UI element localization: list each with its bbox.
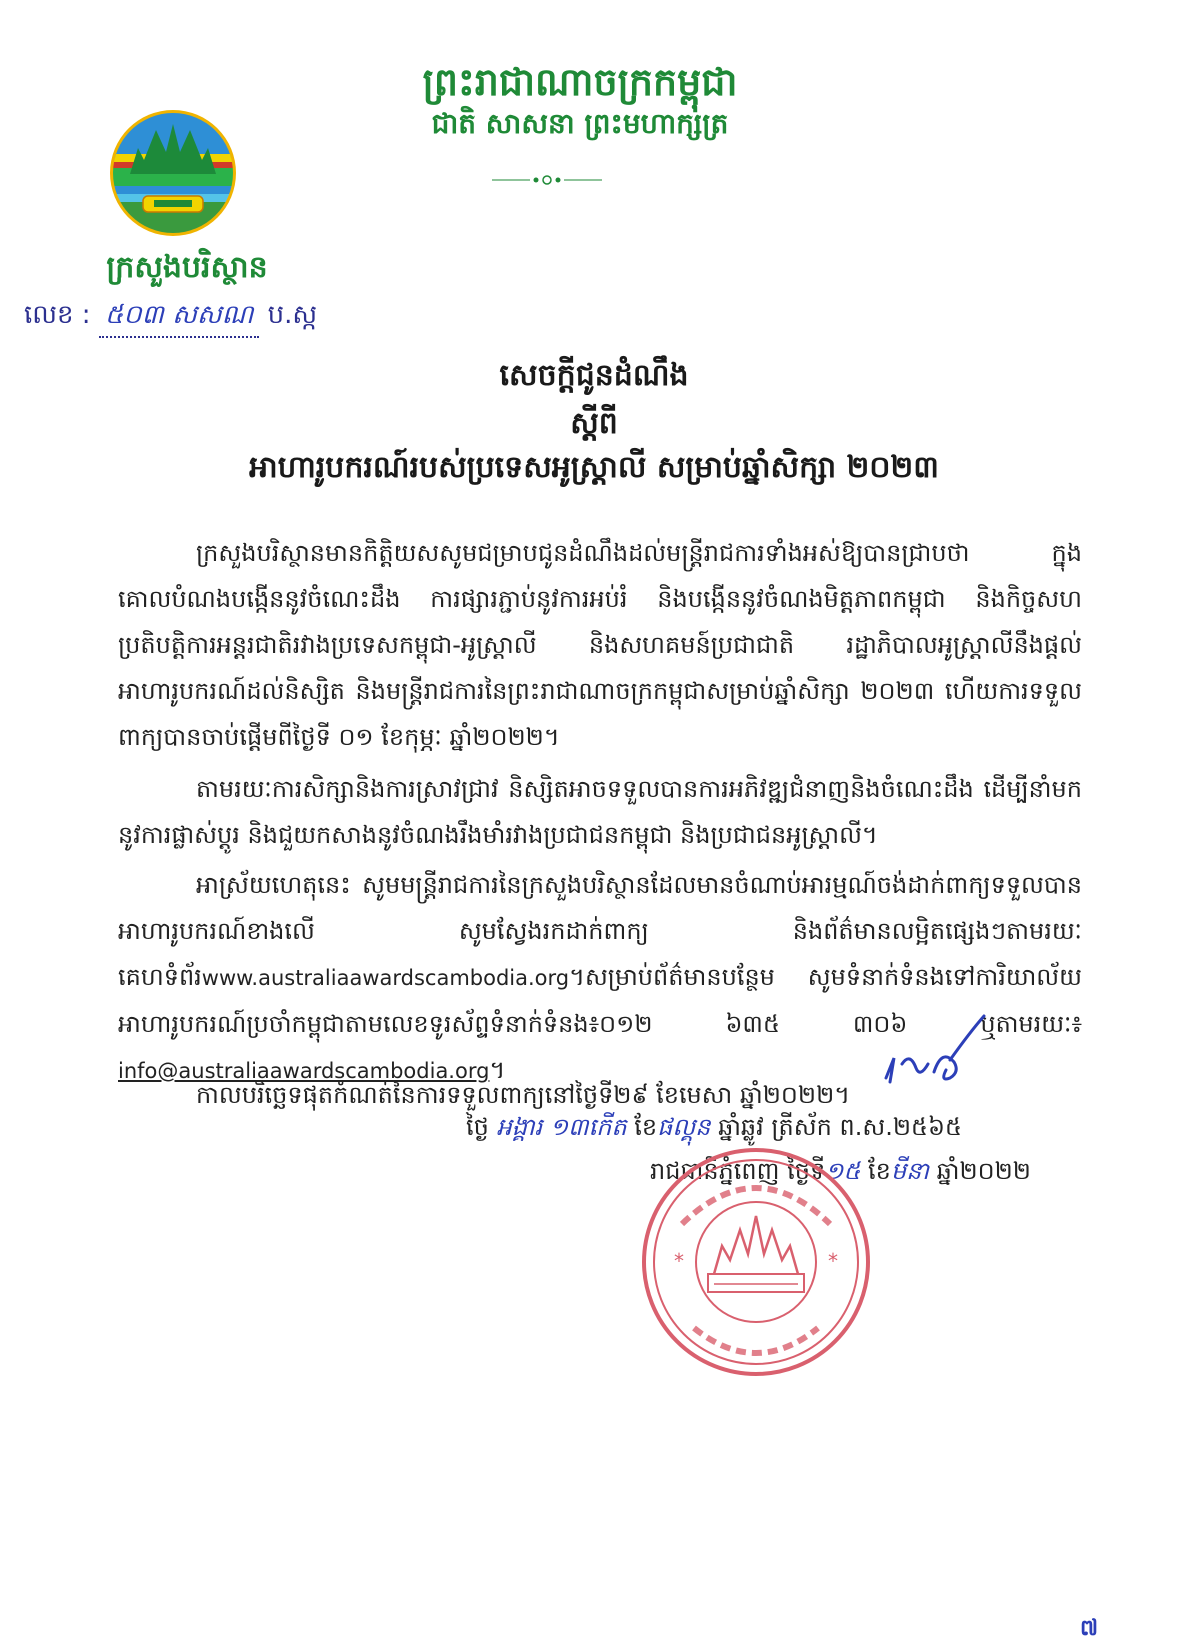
svg-text:*: * [674, 1249, 684, 1273]
instructions-text: អាស្រ័យហេតុនេះ សូមមន្ត្រីរាជការនៃក្រសួងបរិស្ថានដែលមានចំណាប់អារម្មណ៍ចង់ដាក់ពាក្យទទួលបានអាហារូបករណ៍ខាងលើ សូមស្វែងរកដាក់ពាក្យ និងព័ត៌មានលម្អិតផ្សេងៗតាមរយៈគេហទំព័រ [118, 871, 1082, 991]
email-link[interactable]: info@australiaawardscambodia.org [118, 1059, 490, 1083]
year: ឆ្នាំ២០២២ [936, 1157, 1031, 1185]
document-subtitle-about: ស្តីពី [570, 406, 618, 441]
reference-number [24, 298, 317, 338]
paragraph-deadline: កាលបរិច្ឆេទផុតកំណត់នៃការទទួលពាក្យនៅថ្ងៃទី២៩ ខែមេសា ឆ្នាំ២០២២។ [196, 1081, 851, 1109]
page-number: ៧ [1080, 1616, 1099, 1641]
document-title: សេចក្តីជូនដំណឹង [499, 358, 689, 393]
instructions-end: ។ [489, 1056, 506, 1084]
reference-suffix: ប.ស្ក [267, 300, 318, 330]
angkor-wat-ministry-logo-icon [108, 108, 238, 238]
handwritten-signature-icon [880, 1012, 990, 1092]
lunar-year: ឆ្នាំឆ្លូវ ត្រីស័ក ព.ស.២៥៦៥ [718, 1113, 962, 1141]
month-label: ខែ [868, 1157, 891, 1185]
month-handwritten: មីនា [890, 1157, 929, 1185]
instructions-text-2: ។សម្រាប់ព័ត៌មានបន្ថែម សូមទំនាក់ទំនងទៅការិយាល័យអាហារូបករណ៍ប្រចាំកម្ពុជាតាមលេខទូរស័ព្ទទំនាក់ទំនង៖០១២ ៦៣៥ ៣០៦ ឬតាមរយៈ៖ [118, 963, 1082, 1038]
reference-number-value: ៥០៣ សសណ [99, 298, 260, 338]
reference-prefix: លេខ : [24, 300, 91, 330]
paragraph-purpose: តាមរយៈការសិក្សានិងការស្រាវជ្រាវ និស្សិតអាចទទួលបានការអភិវឌ្ឍជំនាញនិងចំណេះដឹង ដើម្បីនាំមកនូវការផ្លាស់ប្តូរ និងជួយកសាងនូវចំណងរឹងមាំរវាងប្រជាជនកម្ពុជា និងប្រជាជនអូស្ត្រាលី។ [118, 775, 1082, 849]
website-link[interactable]: www.australiaawardscambodia.org [201, 966, 570, 990]
ministry-red-seal-icon [636, 1142, 876, 1382]
lunar-month-label: ខែ [634, 1113, 658, 1141]
document-subject: អាហារូបករណ៍របស់ប្រទេសអូស្ត្រាលី សម្រាប់ឆ្នាំសិក្សា ២០២៣ [249, 450, 939, 485]
lunar-month-handwritten: ផល្គុន [657, 1113, 711, 1141]
header-ornament-icon [492, 172, 602, 188]
kingdom-header [380, 58, 780, 142]
svg-text:*: * [828, 1249, 838, 1273]
city-day-label: រាជធានីភ្នំពេញ ថ្ងៃទី [650, 1157, 826, 1185]
kingdom-title: ព្រះរាជាណាចក្រកម្ពុជា [422, 60, 738, 104]
paragraph-intro: ក្រសួងបរិស្ថានមានកិត្តិយសសូមជម្រាបជូនដំណឹងដល់មន្ត្រីរាជការទាំងអស់ឱ្យបានជ្រាបថា ក្នុងគោលបំណងបង្កើននូវចំណេះដឹង ការផ្សារភ្ជាប់នូវការអប់រំ និងបង្កើននូវចំណងមិត្តភាពកម្ពុជា និងកិច្ចសហប្រតិបត្តិការអន្តរជាតិរវាងប្រទេសកម្ពុជា-អូស្ត្រាលី និងសហគមន៍ប្រជាជាតិ រដ្ឋាភិបាលអូស្ត្រាលីនឹងផ្តល់អាហារូបករណ៍ដល់និស្សិត និងមន្ត្រីរាជការនៃព្រះរាជាណាចក្រកម្ពុជាសម្រាប់ឆ្នាំសិក្សា ២០២៣ ហើយការទទួលពាក្យបានចាប់ផ្តើមពីថ្ងៃទី ០១ ខែកុម្ភៈ ឆ្នាំ២០២២។ [118, 539, 1082, 751]
ministry-name: ក្រសួងបរិស្ថាន [106, 250, 268, 285]
lunar-day-label: ថ្ងៃ [466, 1113, 489, 1141]
lunar-day-handwritten: អង្គារ ១៣កើត [496, 1113, 627, 1141]
day-handwritten: ១៥ [825, 1157, 861, 1185]
kingdom-motto: ជាតិ សាសនា ព្រះមហាក្សត្រ [431, 107, 729, 140]
